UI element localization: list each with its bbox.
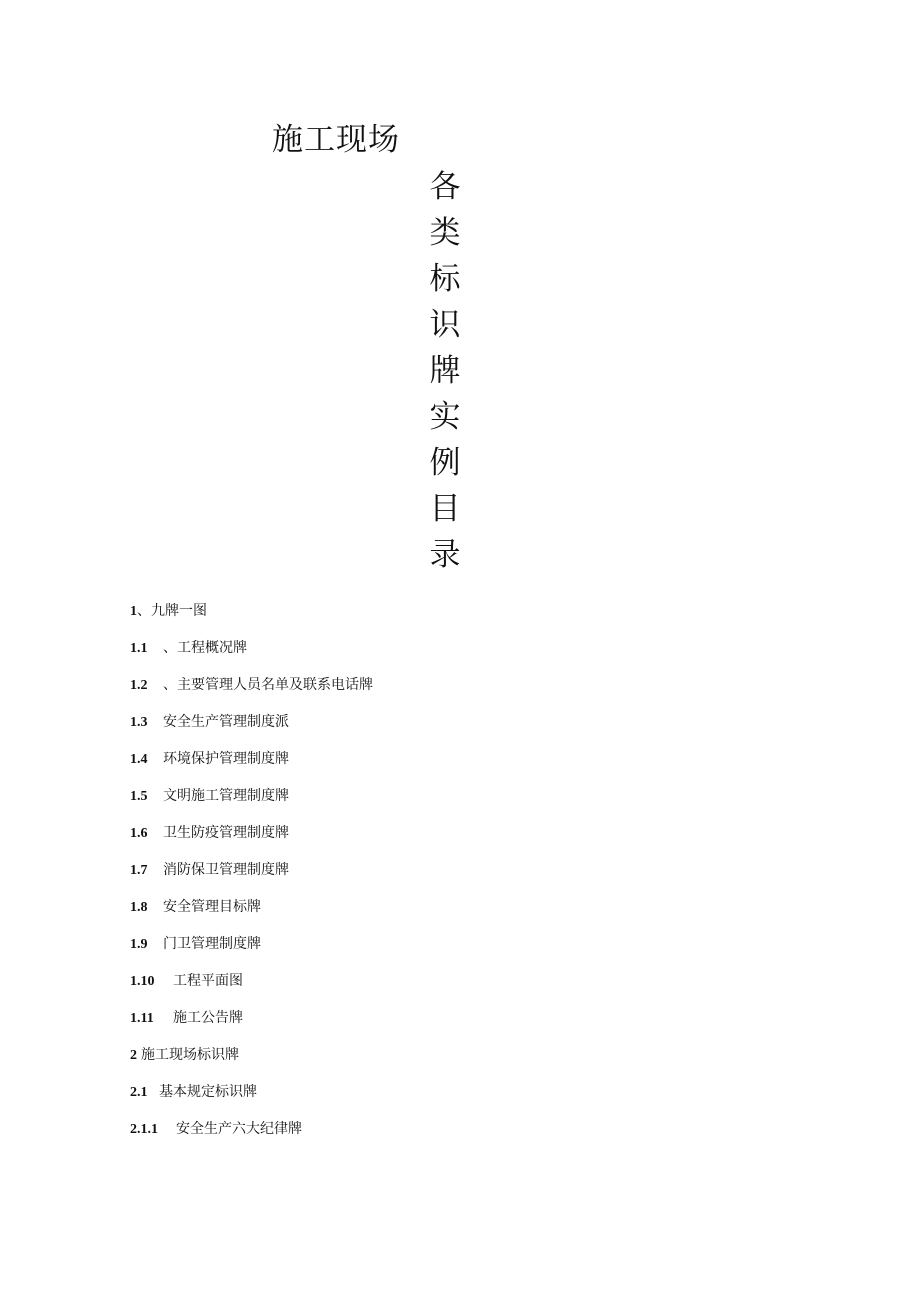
toc-item xyxy=(130,968,373,1005)
toc-item-text: 文明施工管理制度牌 xyxy=(163,788,289,804)
toc-item xyxy=(130,746,373,783)
toc-item-text: 施工公告牌 xyxy=(173,1010,243,1026)
toc-item-number: 1.11 xyxy=(130,1011,154,1026)
toc-item-text: 工程平面图 xyxy=(173,973,243,989)
toc-item-number: 1.10 xyxy=(130,974,155,989)
toc-item-text: 施工现场标识牌 xyxy=(141,1047,239,1063)
toc-item xyxy=(130,1079,373,1116)
toc-item xyxy=(130,598,373,635)
toc-item-text: 基本规定标识牌 xyxy=(159,1084,257,1100)
title-vertical-char: 目 xyxy=(429,491,461,527)
toc-item-number: 2.1 xyxy=(130,1085,148,1100)
toc-item xyxy=(130,1005,373,1042)
title-vertical-char: 识 xyxy=(429,307,461,343)
toc-item-number: 1.8 xyxy=(130,900,148,915)
toc-item-text: 安全生产管理制度派 xyxy=(163,714,289,730)
toc-item xyxy=(130,894,373,931)
toc-item-text: 安全生产六大纪律牌 xyxy=(176,1121,302,1137)
title-vertical-char: 录 xyxy=(429,537,461,573)
toc-item-number: 2.1.1 xyxy=(130,1122,158,1137)
title-vertical-char: 牌 xyxy=(429,353,461,389)
toc-item xyxy=(130,635,373,672)
title-vertical-char: 类 xyxy=(429,215,461,251)
toc-item xyxy=(130,931,373,968)
title-vertical-char: 实 xyxy=(429,399,461,435)
toc-item-number: 1.4 xyxy=(130,752,148,767)
toc-item-number: 1.3 xyxy=(130,715,148,730)
toc-item-text: 安全管理目标牌 xyxy=(163,899,261,915)
title-vertical-char: 例 xyxy=(429,445,461,481)
toc-item-text: 消防保卫管理制度牌 xyxy=(163,862,289,878)
title-vertical-char: 标 xyxy=(429,261,461,297)
toc-item xyxy=(130,1116,373,1153)
toc-item-number: 1.9 xyxy=(130,937,148,952)
title-main: 施工现场 xyxy=(272,122,400,158)
toc-item-number: 1 xyxy=(130,604,137,619)
toc-item-number: 1.5 xyxy=(130,789,148,804)
toc-item-number: 1.1 xyxy=(130,641,148,656)
toc-item xyxy=(130,672,373,709)
toc-item-number: 1.7 xyxy=(130,863,148,878)
toc-item xyxy=(130,709,373,746)
toc-item-text: 、主要管理人员名单及联系电话牌 xyxy=(163,677,373,693)
title-vertical xyxy=(425,164,465,578)
toc-item-number: 1.2 xyxy=(130,678,148,693)
table-of-contents xyxy=(130,598,373,1153)
toc-item-text: 、九牌一图 xyxy=(137,603,207,619)
toc-item xyxy=(130,1042,373,1079)
toc-item-number: 2 xyxy=(130,1048,137,1063)
toc-item-text: 门卫管理制度牌 xyxy=(163,936,261,952)
title-vertical-char: 各 xyxy=(429,169,461,205)
toc-item-number: 1.6 xyxy=(130,826,148,841)
toc-item-text: 、工程概况牌 xyxy=(163,640,247,656)
toc-item xyxy=(130,820,373,857)
toc-item xyxy=(130,857,373,894)
toc-item xyxy=(130,783,373,820)
toc-item-text: 卫生防疫管理制度牌 xyxy=(163,825,289,841)
toc-item-text: 环境保护管理制度牌 xyxy=(163,751,289,767)
